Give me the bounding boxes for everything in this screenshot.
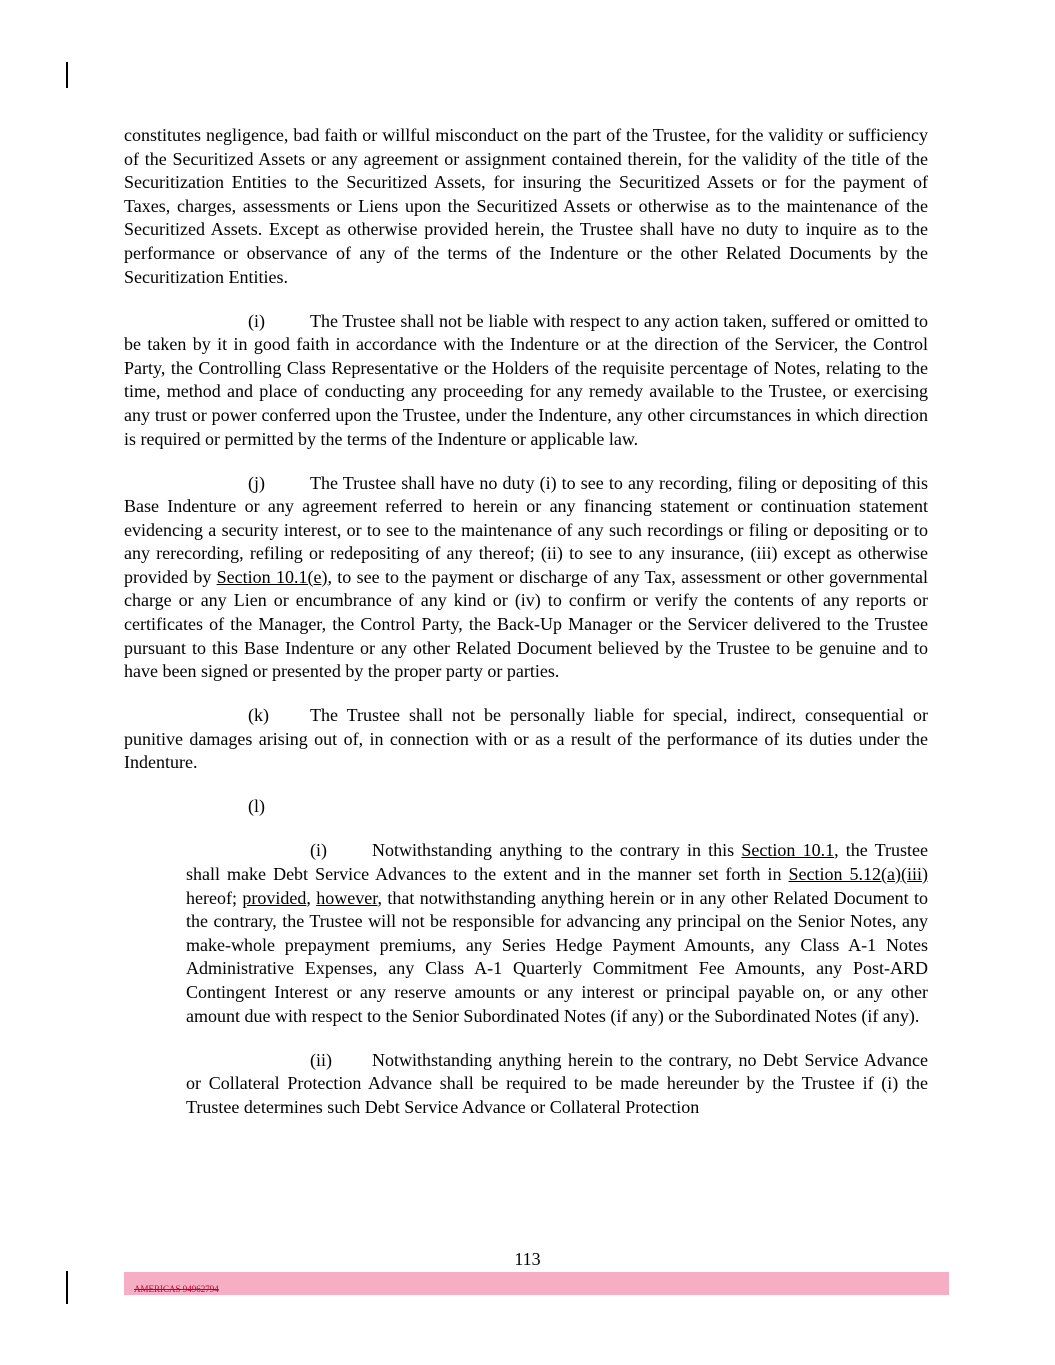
- section-reference-link: Section 5.12(a)(iii): [788, 863, 929, 884]
- emphasis-provided: provided: [242, 887, 307, 908]
- clause-l-i-label: (i): [310, 840, 327, 861]
- document-id: AMERICAS 94962794: [134, 1284, 219, 1294]
- intro-paragraph: constitutes negligence, bad faith or willful misconduct on the part of the Trustee, for the validity or sufficiency of the Securitized Assets or any agreement or assignment contained therein, for the validity of the title of the Securitization Entities to the Securitized Assets, for insuring the Securitized Assets or for the payment of Taxes, charges, assessments or Liens upon the Securitized Assets or otherwise as to the maintenance of the Securitized Assets. Except as otherwise provided herein, the Trustee shall have no duty to inquire as to the performance or observance of any of the terms of the Indenture or the other Related Documents by the Securitization Entities.: [124, 125, 928, 287]
- clause-j: [124, 472, 928, 684]
- page-number: 113: [514, 1249, 541, 1269]
- clause-l-i-text-b: , the Trustee shall make Debt Service Advances to the extent and in the manner set forth in: [186, 840, 928, 884]
- page-body: [124, 124, 928, 1140]
- clause-l-ii: [186, 1049, 928, 1120]
- clause-k-text: The Trustee shall not be personally liable for special, indirect, consequential or punitive damages arising out of, in connection with or as a result of the performance of its duties under the Indenture.: [124, 705, 928, 773]
- clause-k: [124, 704, 928, 775]
- clause-i-label: (i): [248, 310, 265, 331]
- clause-k-label: (k): [248, 705, 269, 726]
- clause-l-i-text-c: hereof;: [186, 887, 243, 908]
- revision-bar-bottom: [66, 1271, 68, 1304]
- clause-l-i-text-d: ,: [306, 887, 317, 908]
- clause-j-text-b: , to see to the payment or discharge of any Tax, assessment or other governmental charge or any Lien or encumbrance of any kind or (iv) to confirm or verify the contents of any reports or certificates of the Manager, the Control Party, the Back-Up Manager or the Servicer delivered to the Trustee pursuant to this Base Indenture or any other Related Document believed by the Trustee to be genuine and to have been signed or presented by the proper party or parties.: [124, 566, 929, 682]
- clause-l-i-text-e: , that notwithstanding anything herein or in any other Related Document to the contrary, the Trustee will not be responsible for advancing any principal on the Senior Notes, any make-whole prepayment premiums, any Series Hedge Payment Amounts, any Class A-1 Notes Administrative Expenses, any Class A-1 Quarterly Commitment Fee Amounts, any Post-ARD Contingent Interest or any reserve amounts or any interest or principal payable on, or any other amount due with respect to the Senior Subordinated Notes (if any) or the Subordinated Notes (if any).: [186, 887, 929, 1026]
- clause-l: [124, 795, 928, 819]
- clause-j-label: (j): [248, 472, 265, 493]
- clause-i-text: The Trustee shall not be liable with respect to any action taken, suffered or omitted to be taken by it in good faith in accordance with the Indenture or at the direction of the Servicer, the Control Party, the Controlling Class Representative or the Holders of the requisite percentage of Notes, relating to the time, method and place of conducting any proceeding for any remedy available to the Trustee, or exercising any trust or power conferred upon the Trustee, under the Indenture, any other circumstances in which direction is required or permitted by the terms of the Indenture or applicable law.: [124, 310, 928, 449]
- clause-l-label: (l): [248, 796, 265, 817]
- emphasis-however: however: [316, 887, 378, 908]
- clause-j-text-a: The Trustee shall have no duty (i) to see to any recording, filing or depositing of this Base Indenture or any agreement referred to herein or any financing statement or continuation statement evidencing a security interest, or to see to the maintenance of any such recordings or filing or depositing or to any rerecording, refiling or redepositing of any thereof; (ii) to see to any insurance, (iii) except as otherwise provided by: [124, 472, 928, 587]
- revision-bar-top: [66, 62, 68, 88]
- clause-l-ii-label: (ii): [310, 1049, 332, 1070]
- clause-l-i-text-a: Notwithstanding anything to the contrary in this: [372, 840, 742, 861]
- section-reference-link: Section 10.1(e): [216, 566, 328, 587]
- clause-l-i: [186, 839, 928, 1028]
- clause-i: [124, 310, 928, 452]
- footer-band: [124, 1272, 949, 1295]
- clause-l-ii-text: Notwithstanding anything herein to the contrary, no Debt Service Advance or Collateral Protection Advance shall be required to be made hereunder by the Trustee if (i) the Trustee determines such Debt Service Advance or Collateral Protection: [186, 1049, 928, 1117]
- section-reference-link: Section 10.1: [741, 840, 835, 861]
